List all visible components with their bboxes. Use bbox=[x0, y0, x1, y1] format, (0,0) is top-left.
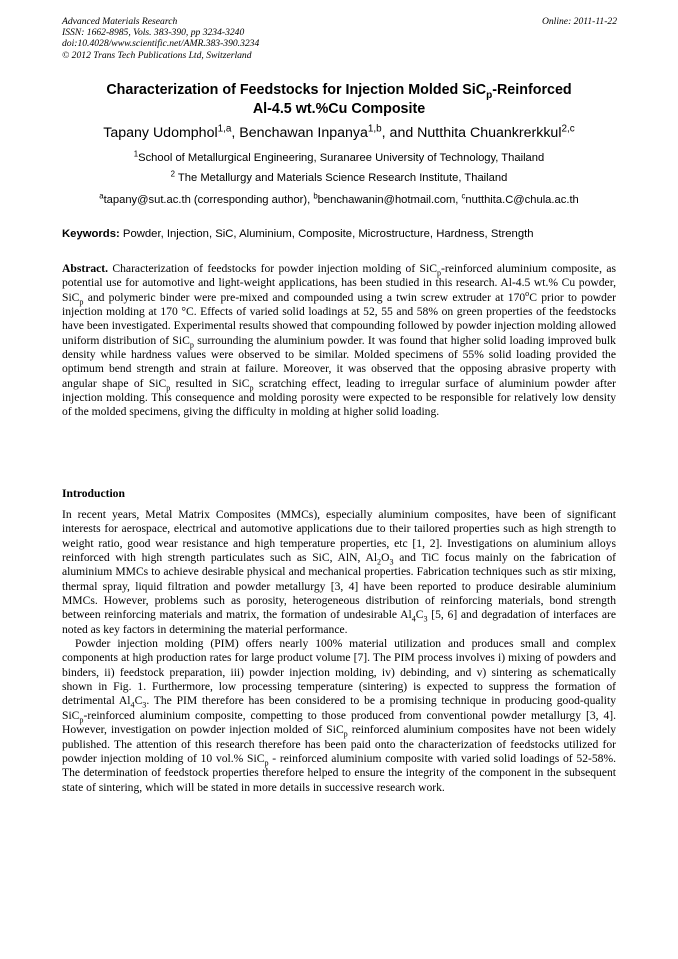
intro-p2-b: C bbox=[134, 694, 143, 708]
email-a: tapany@sut.ac.th (corresponding author), bbox=[103, 194, 314, 206]
email-a-sup: a bbox=[99, 191, 104, 201]
intro-p2-a: Powder injection molding (PIM) offers nearly 100% material utilization and produces small and complex components at high production rates for large product volume [7]. The PIM process involves i) mixing of powders and binders, ii) feedstock preparation, iii) powder injection molding, iv) debinding, and v) sintering as schematically shown in Fig. 1. Furthermore, low processing temperature (sintering) is expected to suppress the formation of detrimental Al bbox=[62, 637, 616, 708]
abstract-sub-5: p bbox=[249, 383, 254, 393]
email-b: benchawanin@hotmail.com, bbox=[317, 194, 462, 206]
online-date: Online: 2011-11-22 bbox=[541, 16, 617, 27]
keywords-label: Keywords: bbox=[62, 228, 120, 240]
abstract-text-3: and polymeric binder were pre-mixed and compounded using a twin screw extruder at 170 bbox=[83, 290, 526, 304]
intro-p1-sub-3: 3 bbox=[389, 557, 394, 567]
paper-title bbox=[60, 81, 618, 118]
copyright-line: © 2012 Trans Tech Publications Ltd, Switzerland bbox=[62, 49, 252, 61]
author-1: Tapany Udomphol bbox=[103, 125, 218, 141]
affiliation-2-sup: 2 bbox=[170, 169, 176, 179]
intro-p1-b: O bbox=[381, 551, 390, 565]
abstract-text-7: scratching effect, leading to irregular surface of aluminium powder after injection molding. This consequence and molding porosity were expected to be responsible for relatively low density of the molded specimens, giving the difficulty in molding at higher solid loading. bbox=[62, 376, 616, 419]
abstract-sub-4: p bbox=[166, 383, 171, 393]
introduction-paragraph-2 bbox=[62, 637, 616, 795]
author-emails bbox=[60, 193, 618, 207]
affiliation-1-text: School of Metallurgical Engineering, Suranaree University of Technology, Thailand bbox=[138, 152, 545, 164]
abstract-text-4: C prior to powder injection molding at 170 °C. Effects of varied solid loadings at 52, 55 and 58% on green properties of the feedstocks have been investigated. Experimental results showed that compounding followed by powder injection molding allowed uniform distribution of SiC bbox=[62, 290, 616, 347]
intro-p2-e: reinforced aluminium composites have not been widely published. The attention of this research therefore has been paid onto the characterization of feedstocks utilized for powder injection molding of 10 vol.% SiC bbox=[62, 723, 616, 765]
abstract-text-6: resulted in SiC bbox=[170, 376, 250, 390]
author-2-sup: 1,b bbox=[367, 123, 382, 135]
email-b-sup: b bbox=[313, 191, 318, 201]
intro-p2-sub-4: 4 bbox=[130, 700, 135, 710]
affiliation-1-sup: 1 bbox=[133, 149, 139, 159]
intro-p2-f: - reinforced aluminium composite with varied solid loadings of 52-58%. The determination of feedstock properties therefore helped to ensure the integrity of the component in the subsequent state of sintering, which will be stated in more details in successive research work. bbox=[62, 751, 617, 794]
intro-p1-sub-4: 4 bbox=[411, 614, 416, 624]
doi-line: doi:10.4028/www.scientific.net/AMR.383-390.3234 bbox=[62, 38, 260, 50]
author-list bbox=[60, 125, 618, 142]
intro-p2-sub-3: 3 bbox=[142, 700, 147, 710]
journal-name: Advanced Materials Research bbox=[62, 16, 178, 27]
intro-p1-sub-2: 2 bbox=[377, 557, 382, 567]
title-line2: Al-4.5 wt.%Cu Composite bbox=[252, 100, 426, 117]
intro-p2-sub-p2: p bbox=[343, 729, 348, 739]
email-c-sup: c bbox=[461, 191, 466, 201]
intro-p1-e: [5, 6] and degradation of interfaces are noted as key factors in determining the material performance. bbox=[62, 608, 616, 636]
email-c: nutthita.C@chula.ac.th bbox=[465, 194, 579, 206]
intro-p2-d: -reinforced aluminium composite, competting to those produced from conventional powder metallurgy [3, 4]. However, investigation on powder injection molded of SiC bbox=[62, 708, 616, 737]
title-sub: p bbox=[486, 89, 493, 101]
author-1-sup: 1,a bbox=[217, 123, 232, 135]
title-part1: Characterization of Feedstocks for Injection Molded SiC bbox=[106, 82, 487, 98]
author-2: , Benchawan Inpanya bbox=[231, 125, 368, 141]
abstract-sub-1: p bbox=[436, 268, 441, 278]
intro-p1-a: In recent years, Metal Matrix Composites (MMCs), especially aluminium composites, have been of significant interests for aerospace, electrical and automotive applications due to their tailored properties such as high strength to weight ratio, good wear resistance and high temperature properties, etc [1, 2]. Investigations on aluminium alloys reinforced with high strength particulates such as SiC, AlN, Al bbox=[62, 508, 616, 565]
intro-p2-c: . The PIM therefore has been considered to be a promising technique in producing good-quality SiC bbox=[62, 694, 616, 722]
keywords bbox=[62, 227, 618, 241]
abstract-sub-2: p bbox=[79, 297, 84, 306]
keywords-text: Powder, Injection, SiC, Aluminium, Composite, Microstructure, Hardness, Strength bbox=[119, 228, 534, 240]
intro-p2-sub-p3: p bbox=[264, 758, 269, 768]
introduction-paragraph-1 bbox=[62, 508, 616, 637]
intro-p1-d: C bbox=[415, 608, 424, 622]
abstract-sub-3: p bbox=[189, 340, 194, 350]
journal-header bbox=[62, 16, 617, 61]
affiliation-1 bbox=[60, 151, 618, 165]
introduction-heading: Introduction bbox=[62, 487, 125, 500]
author-3: , and Nutthita Chuankrerkkul bbox=[381, 125, 562, 141]
abstract-text-1: Characterization of feedstocks for powder injection molding of SiC bbox=[108, 262, 437, 275]
affiliation-2-text: The Metallurgy and Materials Science Research Institute, Thailand bbox=[175, 172, 508, 184]
intro-p1-c: and TiC focus mainly on the fabrication of aluminium MMCs to achieve desirable physical and mechanical properties. Fabrication techniques such as stir mixing, thermal spray, liquid filtration and powder metallurgy [3, 4] have been reported to produce desirable aluminium MMCs. However, problems such as porosity, heterogeneous distribution of reinforcing materials, bond strength between reinforcing materials and matrix, the formation of undesirable Al bbox=[62, 551, 616, 622]
issn-line: ISSN: 1662-8985, Vols. 383-390, pp 3234-3240 bbox=[62, 27, 245, 39]
abstract-label: Abstract. bbox=[62, 262, 109, 275]
intro-p2-sub-p1: p bbox=[79, 715, 84, 725]
intro-p1-sub-3b: 3 bbox=[423, 614, 428, 624]
affiliation-2 bbox=[60, 171, 618, 185]
abstract bbox=[62, 262, 616, 420]
abstract-sup-degree: o bbox=[525, 288, 530, 298]
abstract-text-5: surrounding the aluminium powder. It was found that higher solid loading improved bulk density while hardness values were observed to be similar. Molded specimens of 55% solid loading provided the optimum bend strength and strain at failure. Moreover, it was observed that the opposing abrasive property with angular shape of SiC bbox=[62, 333, 616, 390]
abstract-text-2: -reinforced aluminium composite, as potential use for automotive and light-weight applications, has been studied in this research. Al-4.5 wt.% Cu powder, SiC bbox=[62, 262, 616, 304]
author-3-sup: 2,c bbox=[561, 123, 575, 135]
introduction-body bbox=[62, 508, 616, 795]
title-part1-end: -Reinforced bbox=[492, 82, 572, 98]
